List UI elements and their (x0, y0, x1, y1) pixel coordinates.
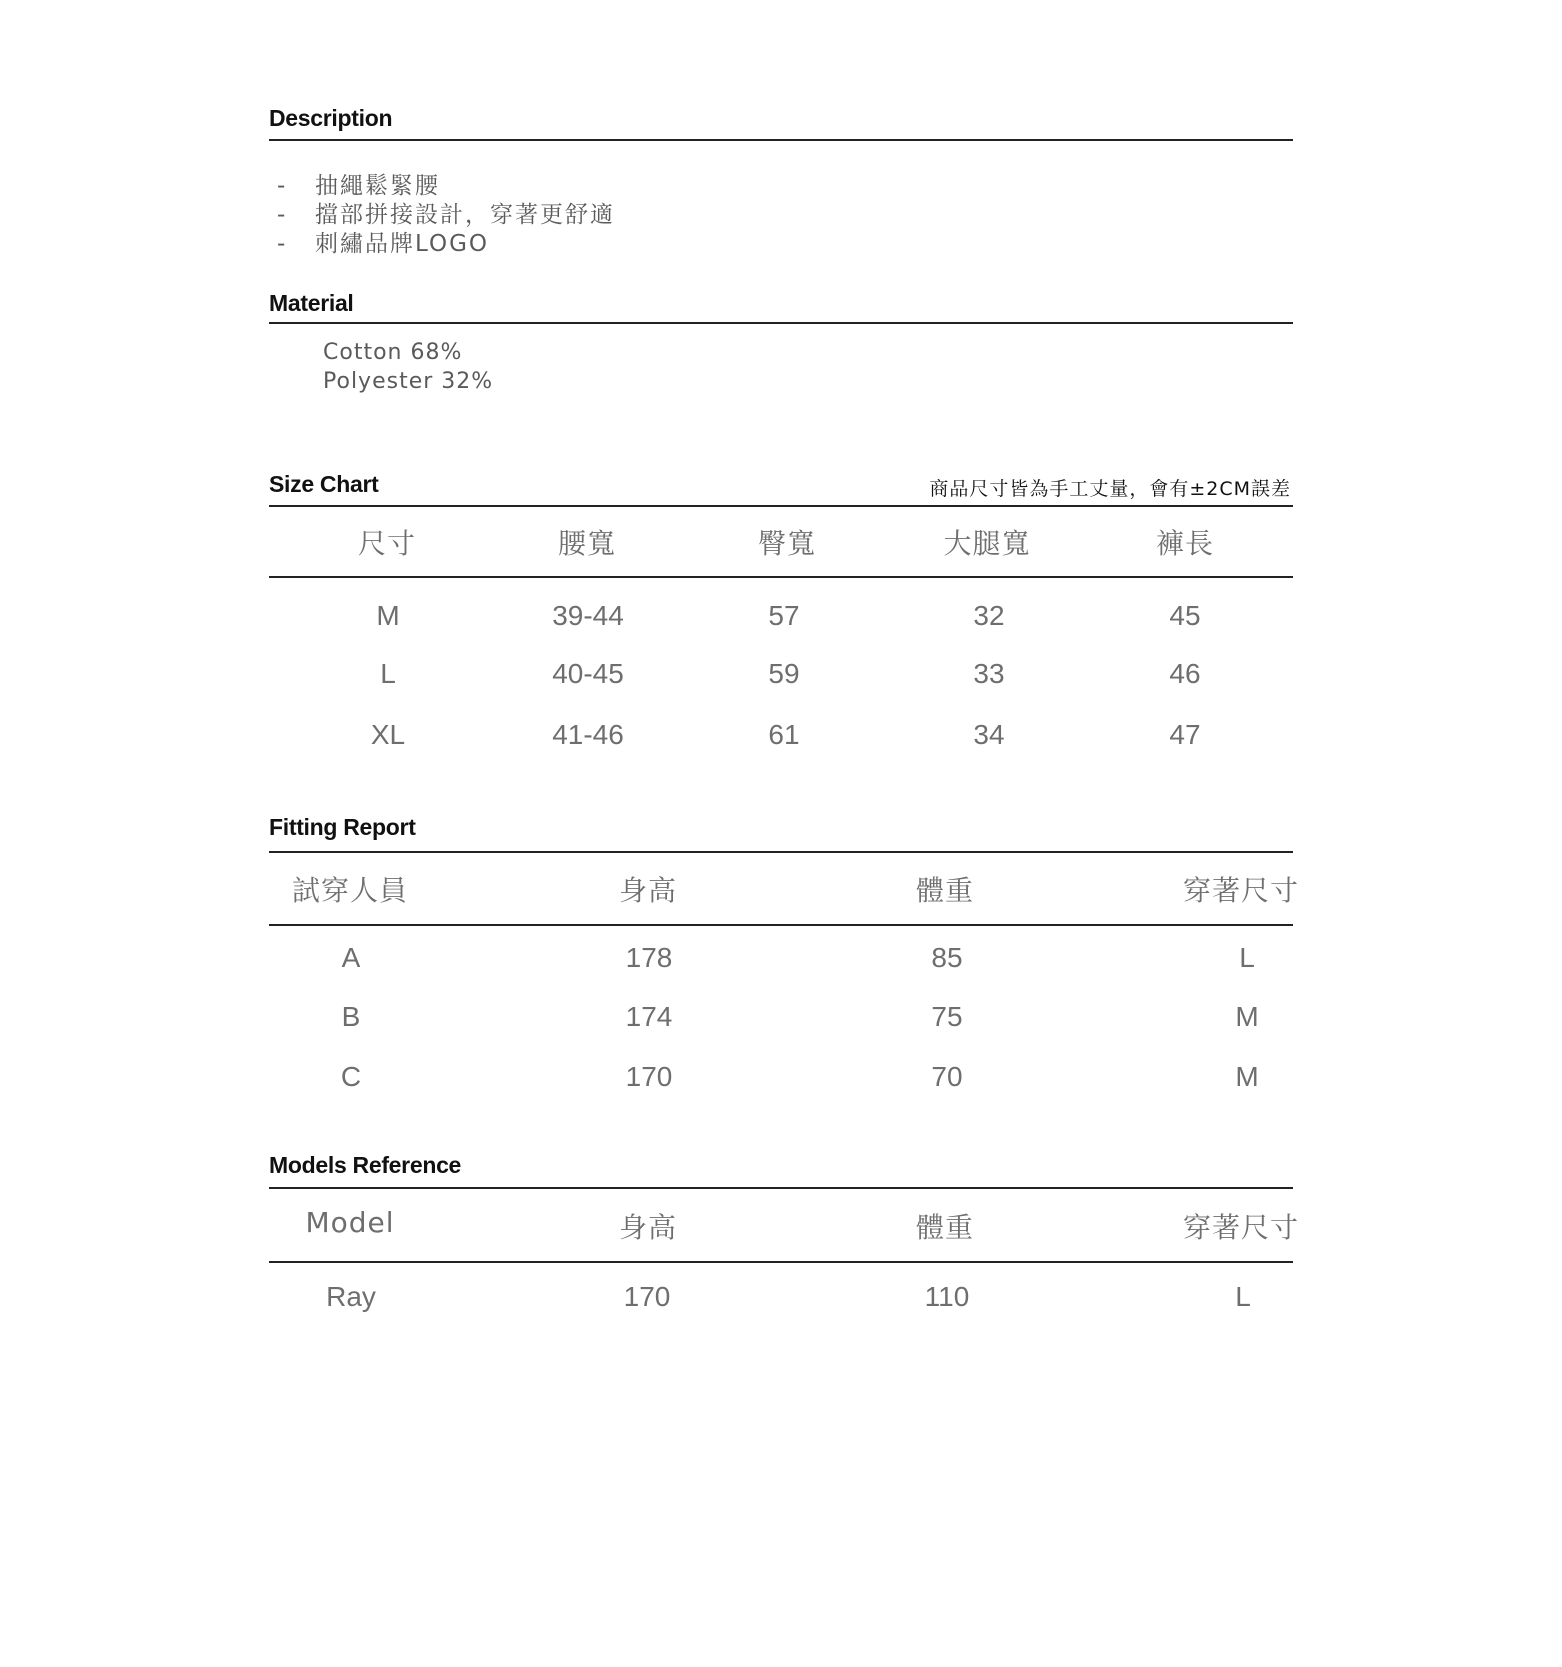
size-cell: XL (370, 719, 406, 750)
weight-cell: 110 (924, 1281, 970, 1312)
fitting-report-heading: Fitting Report (269, 814, 416, 840)
fitting-header: 體重 (915, 874, 975, 907)
models-reference-header-rule (269, 1261, 1293, 1263)
size-cell: L (380, 658, 396, 689)
waist-cell: 41-46 (552, 719, 624, 750)
length-cell: 47 (1169, 719, 1201, 750)
description-item-text: 抽繩鬆緊腰 (315, 173, 440, 199)
models-header: Model (305, 1206, 395, 1239)
height-cell: 170 (623, 1281, 671, 1312)
fitting-header: 試穿人員 (291, 874, 409, 907)
model-name-cell: Ray (326, 1281, 376, 1312)
size-cell: M (376, 600, 400, 631)
length-cell: 46 (1169, 658, 1201, 689)
models-header: 穿著尺寸 (1182, 1211, 1300, 1244)
size-chart-header-rule (269, 576, 1293, 578)
material-heading: Material (269, 290, 354, 316)
models-reference-heading: Models Reference (269, 1152, 462, 1178)
size-chart-header: 尺寸 (357, 527, 417, 560)
bullet-dash: - (277, 173, 286, 199)
measurement-note: 商品尺寸皆為手工丈量，會有±2CM誤差 (929, 478, 1291, 500)
size-chart-header: 大腿寬 (943, 527, 1031, 560)
material-rule (269, 322, 1293, 324)
thigh-cell: 32 (973, 600, 1005, 631)
description-item-text: 擋部拼接設計，穿著更舒適 (315, 202, 615, 228)
tester-cell: B (341, 1001, 361, 1032)
length-cell: 45 (1169, 600, 1201, 631)
hip-cell: 57 (768, 600, 800, 631)
worn-size-cell: M (1235, 1061, 1259, 1092)
hip-cell: 61 (768, 719, 800, 750)
size-chart-heading: Size Chart (269, 471, 379, 497)
worn-size-cell: L (1235, 1281, 1251, 1312)
size-chart-top-rule (269, 505, 1293, 507)
models-header: 體重 (915, 1211, 975, 1244)
thigh-cell: 34 (973, 719, 1005, 750)
fitting-report-header-rule (269, 924, 1293, 926)
material-line: Cotton 68% (323, 340, 463, 365)
thigh-cell: 33 (973, 658, 1005, 689)
height-cell: 178 (625, 942, 673, 973)
models-header: 身高 (618, 1211, 678, 1244)
worn-size-cell: M (1235, 1001, 1259, 1032)
tester-cell: C (340, 1061, 362, 1092)
bullet-dash: - (277, 202, 286, 228)
size-chart-header: 腰寬 (557, 527, 617, 560)
fitting-header: 穿著尺寸 (1182, 874, 1300, 907)
tester-cell: A (341, 942, 361, 973)
description-item (277, 225, 489, 258)
models-reference-top-rule (269, 1187, 1293, 1189)
description-heading: Description (269, 105, 393, 131)
material-line: Polyester 32% (323, 369, 494, 394)
weight-cell: 75 (931, 1001, 963, 1032)
description-rule (269, 139, 1293, 141)
height-cell: 170 (625, 1061, 673, 1092)
weight-cell: 70 (931, 1061, 963, 1092)
waist-cell: 40-45 (552, 658, 624, 689)
fitting-report-top-rule (269, 851, 1293, 853)
waist-cell: 39-44 (552, 600, 624, 631)
height-cell: 174 (625, 1001, 673, 1032)
size-chart-header: 褲長 (1155, 527, 1215, 560)
description-item-text: 刺繡品牌LOGO (315, 231, 490, 257)
size-chart-header: 臀寬 (757, 527, 817, 560)
weight-cell: 85 (931, 942, 963, 973)
fitting-header: 身高 (618, 874, 678, 907)
hip-cell: 59 (768, 658, 800, 689)
worn-size-cell: L (1239, 942, 1255, 973)
bullet-dash: - (277, 231, 286, 257)
